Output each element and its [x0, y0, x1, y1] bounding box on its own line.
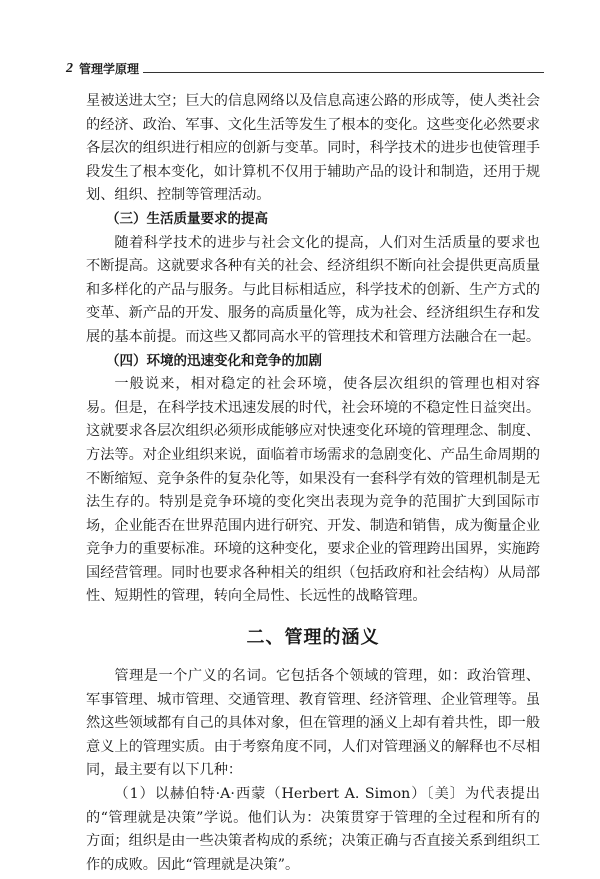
paragraph-quality-of-life: 随着科学技术的进步与社会文化的提高，人们对生活质量的要求也不断提高。这就要求各种有关的社会、经济组织不断向社会提供更高质量和多样化的产品与服务。与此目标相适应，科学技术的创新、生产方式的变革、新产品的开发、服务的高质量化等，成为社会、经济组织生存和发展的基本前提。而这些又都同高水平的管理技术和管理方法融合在一起。 [86, 234, 541, 345]
running-header [66, 58, 544, 76]
paragraph-management-meaning: 管理是一个广义的名词。它包括各个领域的管理，如：政治管理、军事管理、城市管理、交通管理、教育管理、经济管理、企业管理等。虽然这些领域都有自己的具体对象，但在管理的涵义上却有着共性，即一般意义上的管理实质。由于考察角度不同，人们对管理涵义的解释也不尽相同，最主要有以下几种： [86, 668, 541, 779]
subheading-quality-of-life: （三）生活质量要求的提高 [106, 210, 268, 227]
running-title: 管理学原理 [79, 62, 140, 76]
paragraph-continued: 星被送进太空；巨大的信息网络以及信息高速公路的形成等，使人类社会的经济、政治、军事、文化生活等发生了根本的变化。这些变化必然要求各层次的组织进行相应的创新与变革。同时，科学技术的进步也使管理手段发生了根本变化，如计算机不仅用于辅助产品的设计和制造，还用于规划、组织、控制等管理活动。 [86, 93, 541, 204]
paragraph-environment-change: 一般说来，相对稳定的社会环境，使各层次组织的管理也相对容易。但是，在科学技术迅速发展的时代，社会环境的不稳定性日益突出。这就要求各层次组织必须形成能够应对快速变化环境的管理理念、制度、方法等。对企业组织来说，面临着市场需求的急剧变化、产品生命周期的不断缩短、竞争条件的复杂化等，如果没有一套科学有效的管理机制是无法生存的。特别是竞争环境的变化突出表现为竞争的范围扩大到国际市场，企业能否在世界范围内进行研究、开发、制造和销售，成为衡量企业竞争力的重要标准。环境的这种变化，要求企业的管理跨出国界，实施跨国经营管理。同时也要求各种相关的组织（包括政府和社会结构）从局部性、短期性的管理，转向全局性、长远性的战略管理。 [86, 376, 541, 605]
paragraph-simon-decision: （1）以赫伯特·A·西蒙（Herbert A. Simon）〔美〕为代表提出的“管理就是决策”学说。他们认为：决策贯穿于管理的全过程和所有的方面；组织是由一些决策者构成的系统；决策正确与否直接关系到组织工作的成败。因此“管理就是决策”。 [86, 786, 541, 873]
header-rule [143, 72, 544, 73]
page-number: 2 [66, 61, 73, 76]
subheading-environment-change: （四）环境的迅速变化和竞争的加剧 [106, 352, 322, 369]
section-title: 二、管理的涵义 [246, 627, 380, 649]
page-body [86, 90, 540, 877]
